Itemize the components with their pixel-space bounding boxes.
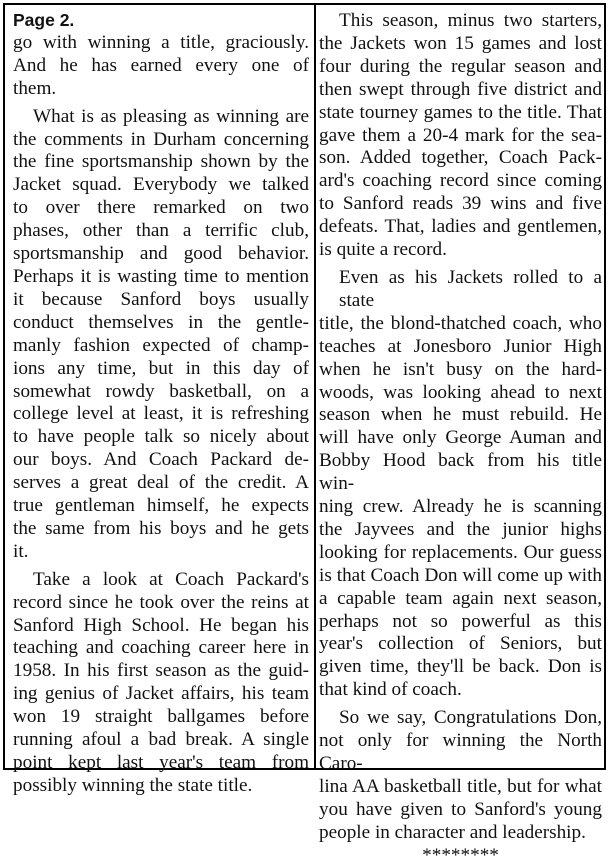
text-line: ing genius of Jacket affairs, his team <box>13 683 309 705</box>
left-column <box>13 9 309 798</box>
text-line: go with winning a title, graciously. <box>13 31 309 53</box>
text-line: our boys. And Coach Packard de- <box>13 449 309 471</box>
text-line: lina AA basketball title, but for what <box>319 775 602 797</box>
text-line: conduct themselves in the gentle- <box>13 311 309 333</box>
text-line: possibly winning the state title. <box>13 774 253 796</box>
paragraph <box>319 267 602 702</box>
text-line: the Jackets won 15 games and lost <box>319 32 602 54</box>
text-line: the comments in Durham concerning <box>13 128 309 150</box>
text-line: when he isn't busy on the hard- <box>319 358 602 380</box>
text-line: perhaps not so powerful as this <box>319 610 602 632</box>
text-line: And he has earned every one of <box>13 54 309 76</box>
text-line: looking for replacements. Our guess <box>319 541 602 563</box>
text-line: Sanford High School. He began his <box>13 614 309 636</box>
text-line: then swept through five district and <box>319 78 602 100</box>
text-line: Perhaps it is wasting time to mention <box>13 265 309 287</box>
text-line: people in character and leadership. <box>319 821 586 843</box>
text-line: four during the regular season and <box>319 55 602 77</box>
text-line: sportsmanship and good behavior. <box>13 243 309 265</box>
text-line: What is as pleasing as winning are <box>33 105 309 127</box>
paragraph <box>13 32 309 101</box>
paragraph <box>13 106 309 564</box>
text-line: that kind of coach. <box>319 679 462 701</box>
text-line: So we say, Congratulations Don, <box>339 707 602 729</box>
text-line: Bobby Hood back from his title win- <box>319 450 602 495</box>
text-line: season when he must rebuild. He <box>319 404 602 426</box>
text-line: not only for winning the North Caro- <box>319 730 602 774</box>
text-line: will have only George Auman and <box>319 427 602 449</box>
text-line: serves a great deal of the credit. A <box>13 472 309 494</box>
text-line: somewhat rowdy basketball, on a <box>13 380 309 402</box>
text-line: teaching and coaching career here in <box>13 637 309 659</box>
text-line: woods, was looking ahead to next <box>319 381 602 403</box>
text-line: you have given to Sanford's young <box>319 798 602 820</box>
text-line: given time, they'll be back. Don is <box>319 656 602 678</box>
text-line: to have people talk so nicely about <box>13 426 309 448</box>
text-line: year's collection of Seniors, but <box>319 633 602 655</box>
paragraph <box>319 10 602 262</box>
column-divider <box>314 3 316 770</box>
text-line: them. <box>13 77 57 99</box>
text-line: the fine sportsmanship shown by the <box>13 151 309 173</box>
text-line: 1958. In his first season as the guid- <box>13 660 309 682</box>
text-line: won 19 straight ballgames before <box>13 706 309 728</box>
text-line: college level at least, it is refreshing <box>13 403 309 425</box>
text-line: gave them a 20-4 mark for the sea- <box>319 124 602 146</box>
text-line: is quite a record. <box>319 239 447 261</box>
paragraph <box>319 707 602 844</box>
text-line: Even as his Jackets rolled to a state <box>339 266 602 311</box>
text-line: point kept last year's team from <box>13 752 309 773</box>
text-line: to over there remarked on two <box>13 197 309 219</box>
text-line: Jacket squad. Everybody we talked <box>13 174 309 196</box>
text-line: teaches at Jonesboro Junior High <box>319 335 602 357</box>
end-mark: ******** <box>422 844 499 866</box>
page-label: Page 2. <box>13 10 75 30</box>
paragraph <box>13 569 309 798</box>
text-line: true gentleman himself, he expects <box>13 495 309 517</box>
text-line: title, the blond-thatched coach, who <box>319 312 602 334</box>
text-line: is that Coach Don will come up with <box>319 564 602 586</box>
text-line: a capable team again next season, <box>319 587 602 609</box>
text-line: to Sanford reads 39 wins and five <box>319 193 602 215</box>
text-line: the Jayvees and the junior highs <box>319 518 602 540</box>
text-line: ard's coaching record since coming <box>319 170 602 192</box>
text-line: This season, minus two starters, <box>339 10 602 31</box>
text-line: ions any time, but in this day of <box>13 357 309 379</box>
text-line: it because Sanford boys usually <box>13 288 309 310</box>
text-line: phases, other than a terrific club, <box>13 220 309 242</box>
text-line: Take a look at Coach Packard's <box>33 568 309 590</box>
text-line: son. Added together, Coach Pack- <box>319 147 602 169</box>
text-line: record since he took over the reins at <box>13 591 309 613</box>
text-line: manly fashion expected of champ- <box>13 334 309 356</box>
text-line: it. <box>13 540 29 562</box>
text-line: running afoul a bad break. A single <box>13 729 309 751</box>
right-column <box>319 10 602 868</box>
text-line: the same from his boys and he gets <box>13 517 309 539</box>
text-line: defeats. That, ladies and gentlemen, <box>319 216 602 238</box>
text-line: ning crew. Already he is scanning <box>319 496 602 518</box>
text-line: state tourney games to the title. That <box>319 101 602 123</box>
